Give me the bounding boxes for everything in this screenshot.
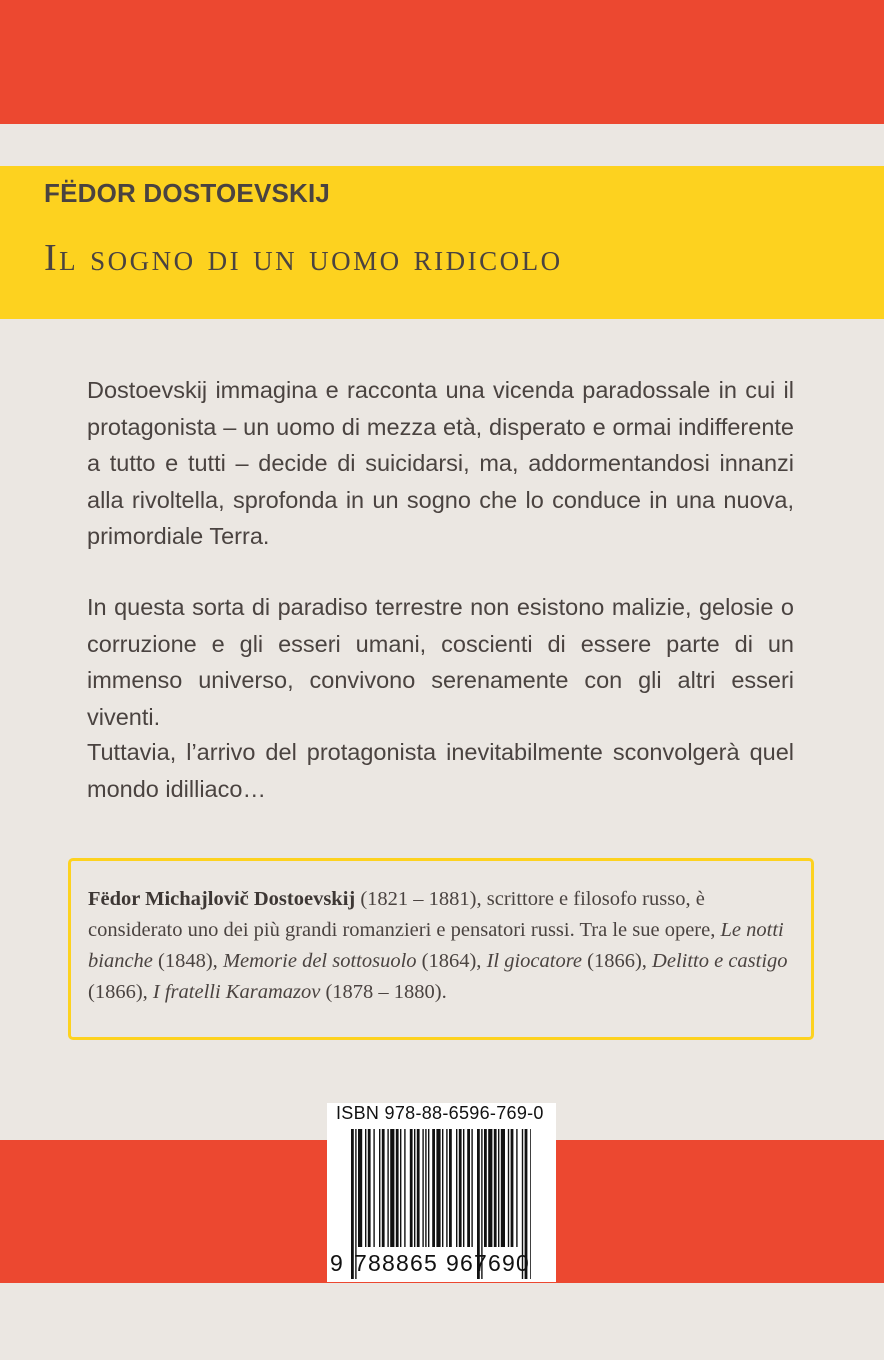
barcode-bar xyxy=(530,1129,531,1279)
bio-year: (1864), xyxy=(416,950,487,972)
barcode-bar xyxy=(471,1129,472,1247)
bio-work-title: I fratelli Karamazov xyxy=(152,981,321,1003)
barcode-bar xyxy=(396,1129,399,1247)
barcode-bar xyxy=(387,1129,388,1247)
barcode-bar xyxy=(498,1129,499,1247)
bio-year: (1866), xyxy=(88,981,153,1003)
author-bio xyxy=(88,884,800,1008)
bio-year: (1848), xyxy=(152,950,223,972)
barcode-bar xyxy=(422,1129,423,1247)
barcode-bar xyxy=(484,1129,487,1247)
barcode-bar xyxy=(488,1129,492,1247)
bio-work-title: Memorie del sottosuolo xyxy=(222,950,417,972)
barcode-bar xyxy=(511,1129,514,1247)
barcode-bar xyxy=(365,1129,366,1247)
book-title: Il sogno di un uomo ridicolo xyxy=(44,237,563,279)
bio-work-title: Le notti bianche xyxy=(88,919,784,972)
barcode-bar xyxy=(508,1129,509,1247)
bio-work-title: Il giocatore xyxy=(486,950,583,972)
barcode-bar xyxy=(373,1129,374,1247)
barcode-bar xyxy=(467,1129,470,1247)
barcode-bar xyxy=(358,1129,362,1247)
ean-first-digit: 9 xyxy=(330,1250,343,1276)
barcode-bar xyxy=(428,1129,429,1247)
barcode-bar xyxy=(379,1129,380,1247)
barcode-bar xyxy=(446,1129,447,1247)
bio-work-title: Delitto e castigo xyxy=(652,950,788,972)
isbn-label: ISBN 978-88-6596-769-0 xyxy=(336,1103,544,1123)
barcode-bar xyxy=(449,1129,452,1247)
blurb-paragraph: In questa sorta di paradiso terrestre non esistono malizie, gelosie o corruzione e gli esseri umani, coscienti di essere parte di un immenso universo, convivono serenamente con gli altri esseri viventi. xyxy=(87,594,794,730)
barcode-bar xyxy=(425,1129,426,1247)
ean-digits-right: 967690 xyxy=(446,1250,530,1276)
barcode-bar xyxy=(382,1129,385,1247)
barcode-bar xyxy=(368,1129,371,1247)
bio-author-name: Fëdor Michajlovič Dostoevskij xyxy=(88,888,356,910)
top-red-band xyxy=(0,0,884,124)
barcode-bar xyxy=(501,1129,505,1247)
barcode-bar xyxy=(459,1129,462,1247)
barcode-bar xyxy=(463,1129,464,1247)
barcode-bar xyxy=(414,1129,415,1247)
blurb-paragraph: Dostoevskij immagina e racconta una vicenda paradossale in cui il protagonista – un uomo di mezza età, disperato e ormai indifferente a tutto e tutti – decide di suicidarsi, ma, addormentandosi innanzi alla rivoltella, sprofonda in un sogno che lo conduce in una nuova, primordiale Terra. xyxy=(87,377,794,549)
barcode-bar xyxy=(400,1129,401,1247)
bio-year: (1878 – 1880). xyxy=(320,981,447,1003)
blurb-paragraph: Tuttavia, l’arrivo del protagonista inevitabilmente sconvolgerà quel mondo idilliaco… xyxy=(87,739,794,802)
author-name: FËDOR DOSTOEVSKIJ xyxy=(44,178,331,208)
bio-text: (1821 – 1881), scrittore e filosofo russo, è considerato uno dei più grandi romanzieri e pensatori russi. Tra le sue opere, xyxy=(88,888,721,941)
ean-digits-left: 788865 xyxy=(354,1250,438,1276)
barcode-bar xyxy=(410,1129,413,1247)
barcode-bar xyxy=(494,1129,497,1247)
barcode-bar xyxy=(390,1129,394,1247)
barcode-bar xyxy=(456,1129,457,1247)
barcode-bar xyxy=(432,1129,435,1247)
barcode-bar xyxy=(417,1129,420,1247)
barcode-bar xyxy=(436,1129,440,1247)
bio-year: (1866), xyxy=(582,950,653,972)
barcode-bar xyxy=(516,1129,517,1247)
barcode-bar xyxy=(442,1129,443,1247)
barcode-bar xyxy=(404,1129,405,1247)
